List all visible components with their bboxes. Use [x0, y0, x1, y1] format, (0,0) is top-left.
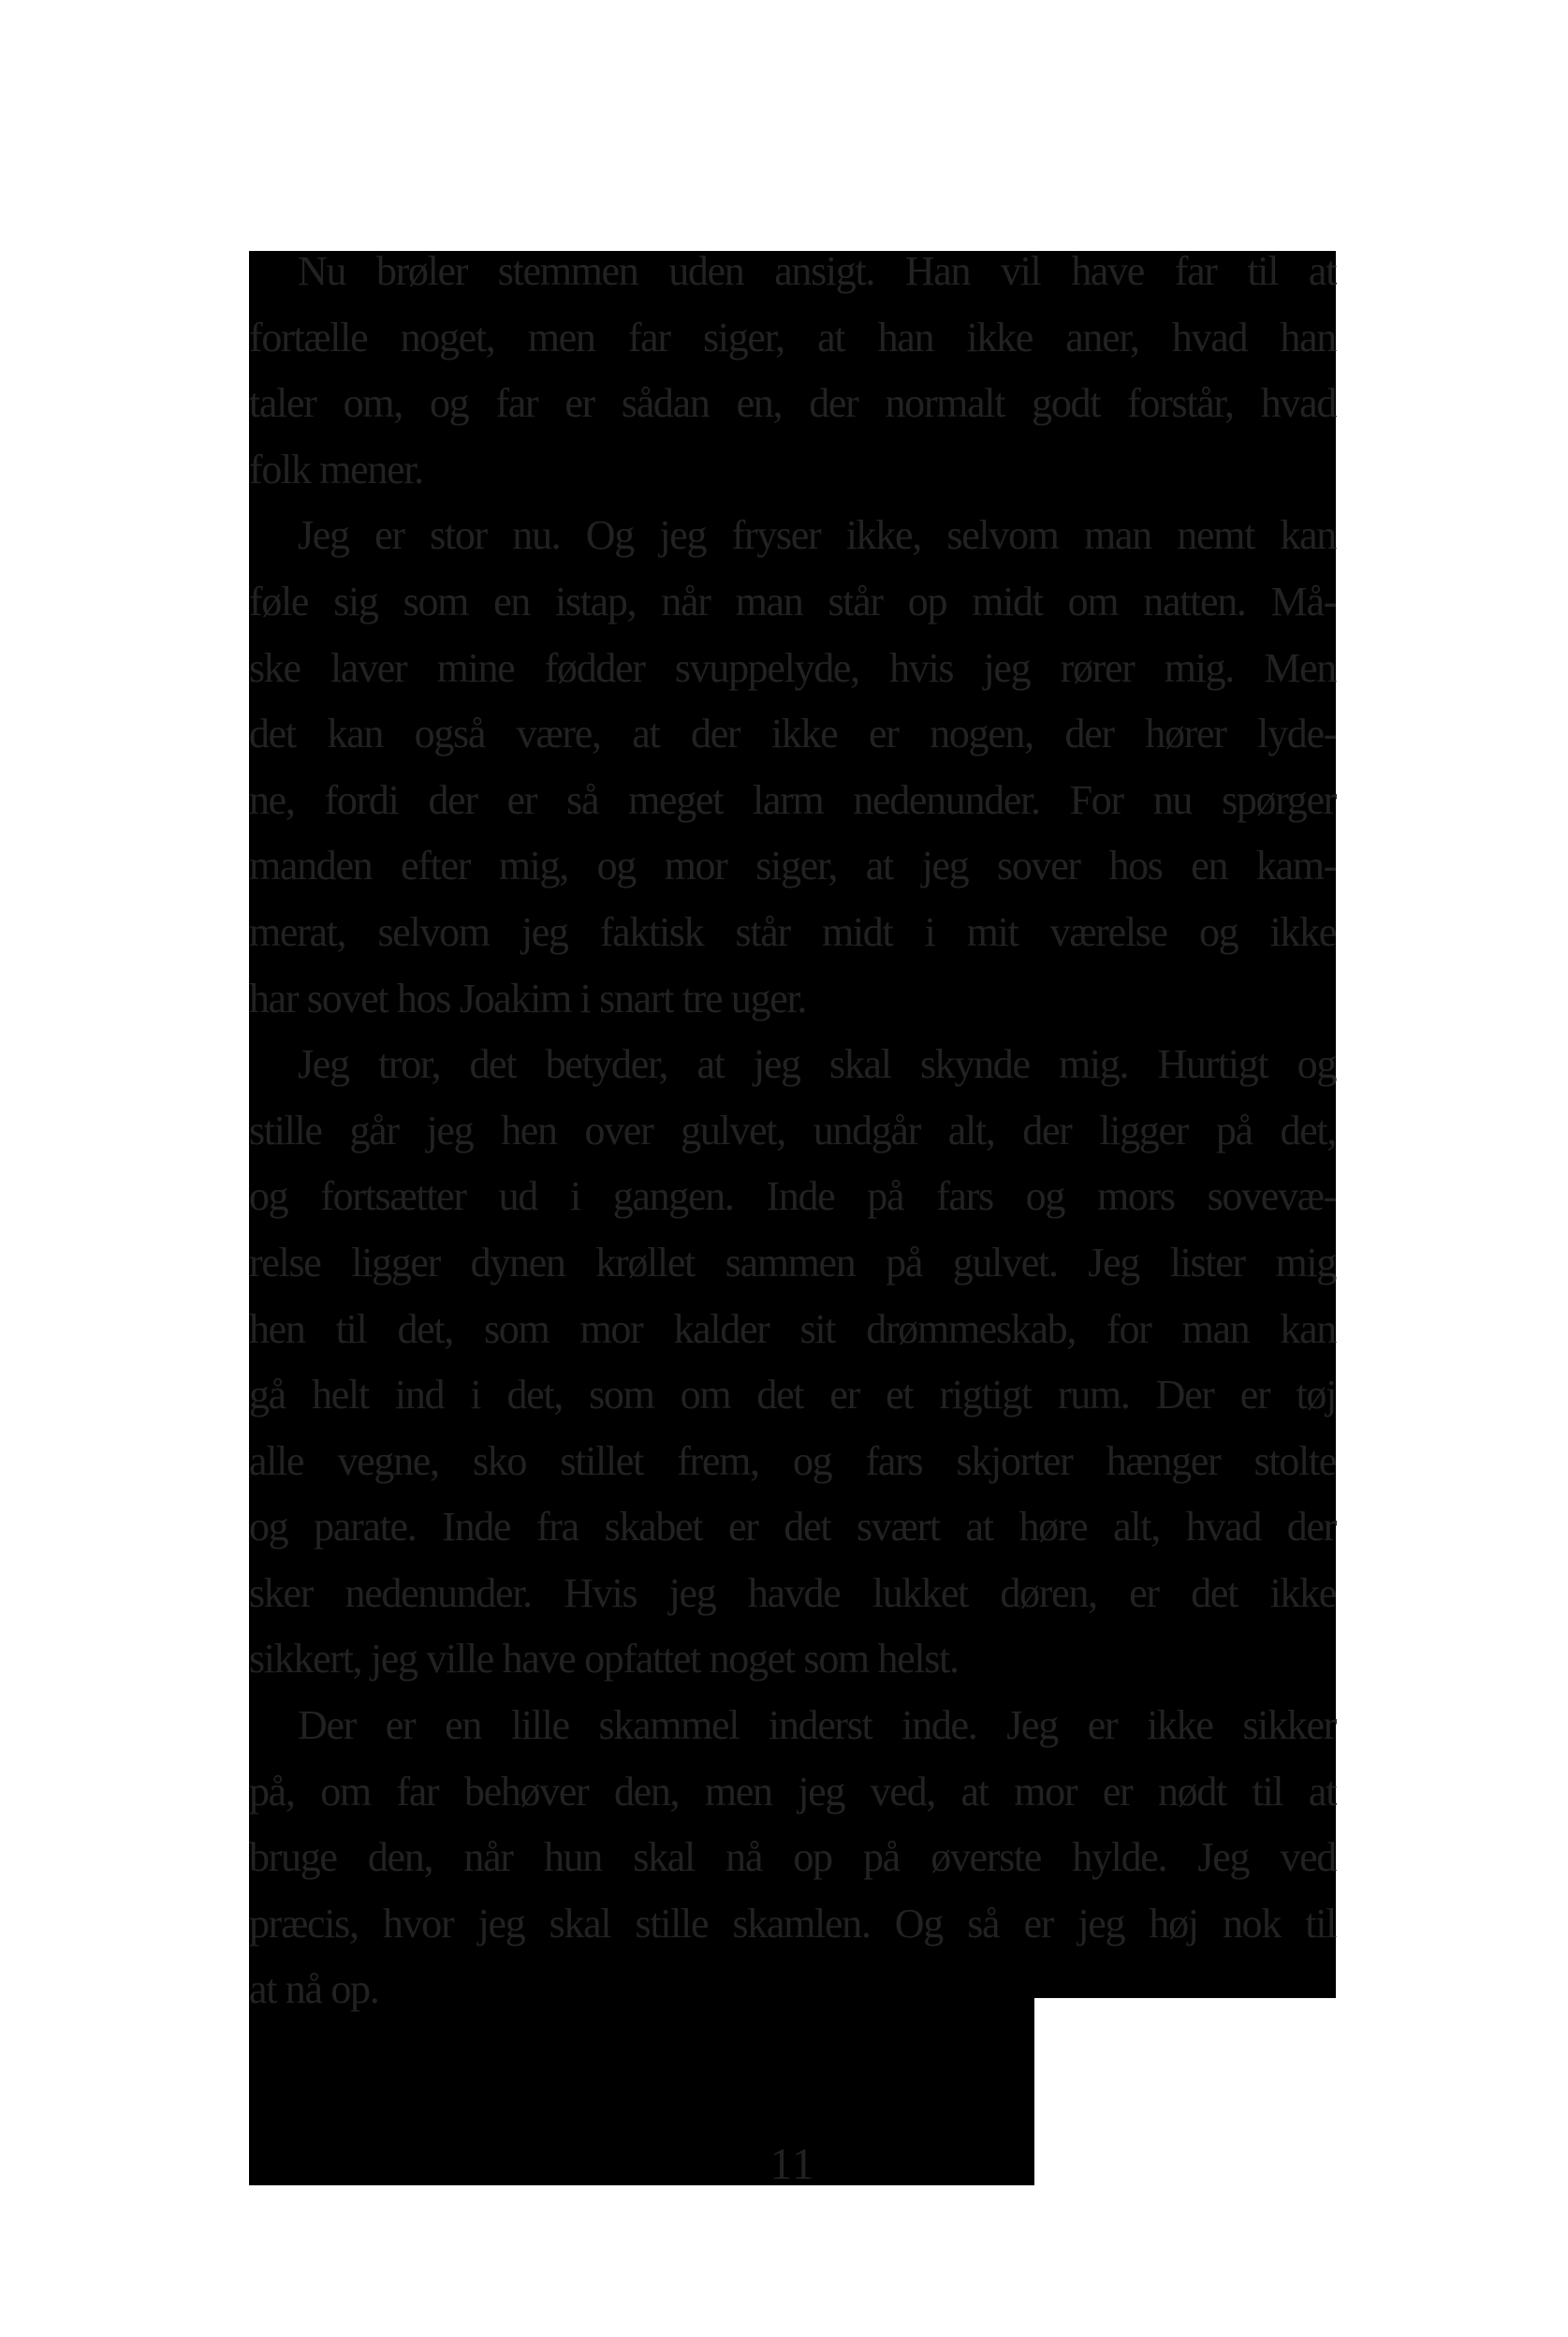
text-line: sker nedenunder. Hvis jeg havde lukket døren, er det ikke — [249, 1569, 1336, 1616]
text-line: stille går jeg hen over gulvet, undgår alt, der ligger på det, — [249, 1107, 1336, 1154]
text-line: folk mener. — [249, 446, 423, 492]
text-line: Jeg er stor nu. Og jeg fryser ikke, selvom man nemt kan — [298, 512, 1336, 559]
text-line: relse ligger dynen krøllet sammen på gulvet. Jeg lister mig — [249, 1239, 1336, 1286]
text-line: manden efter mig, og mor siger, at jeg sover hos en kam- — [249, 843, 1336, 889]
body-text — [249, 239, 1336, 2023]
text-line: Jeg tror, det betyder, at jeg skal skynde mig. Hurtigt og — [298, 1041, 1336, 1088]
text-line: sikkert, jeg ville have opfattet noget som helst. — [249, 1636, 959, 1683]
text-line: på, om far behøver den, men jeg ved, at mor er nødt til at — [249, 1768, 1336, 1815]
text-line: har sovet hos Joakim i snart tre uger. — [249, 975, 807, 1022]
text-line: merat, selvom jeg faktisk står midt i mit værelse og ikke — [249, 908, 1336, 955]
text-line: hen til det, som mor kalder sit drømmeskab, for man kan — [249, 1305, 1336, 1352]
text-line: Der er en lille skammel inderst inde. Jeg er ikke sikker — [298, 1702, 1336, 1749]
text-line: alle vegne, sko stillet frem, og fars skjorter hænger stolte — [249, 1437, 1336, 1484]
text-line: ske laver mine fødder svuppelyde, hvis jeg rører mig. Men — [249, 644, 1336, 691]
text-line: og fortsætter ud i gangen. Inde på fars og mors sovevæ- — [249, 1173, 1336, 1220]
text-line: taler om, og far er sådan en, der normalt godt forstår, hvad — [249, 380, 1336, 427]
text-line: føle sig som en istap, når man står op midt om natten. Må- — [249, 578, 1336, 625]
text-line: ne, fordi der er så meget larm nedenunder. For nu spørger — [249, 776, 1336, 823]
text-line: at nå op. — [249, 1966, 379, 2013]
page-number: 11 — [769, 2139, 815, 2189]
text-line: og parate. Inde fra skabet er det svært at høre alt, hvad der — [249, 1504, 1336, 1551]
text-line: det kan også være, at der ikke er nogen, der hører lyde- — [249, 711, 1336, 757]
text-line: bruge den, når hun skal nå op på øverste hylde. Jeg ved — [249, 1834, 1336, 1881]
text-line: gå helt ind i det, som om det er et rigtigt rum. Der er tøj — [249, 1372, 1336, 1418]
text-line: fortælle noget, men far siger, at han ikke aner, hvad han — [249, 314, 1336, 360]
text-line: Nu brøler stemmen uden ansigt. Han vil have far til at — [298, 248, 1336, 294]
text-line: præcis, hvor jeg skal stille skamlen. Og så er jeg høj nok til — [249, 1900, 1336, 1947]
